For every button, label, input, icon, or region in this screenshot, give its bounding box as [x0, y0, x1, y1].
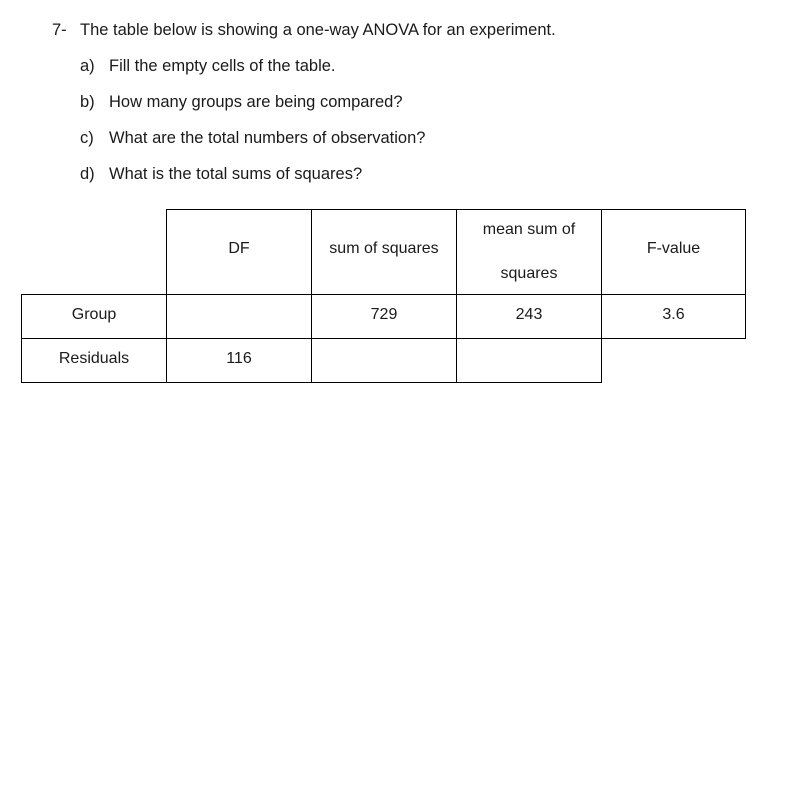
group-ss-cell: 729 [312, 295, 457, 339]
residuals-ms-cell [457, 339, 602, 383]
sub-question-list [80, 55, 425, 199]
sub-question-c [80, 127, 425, 163]
table-row-group [22, 295, 746, 339]
sub-question-letter: b) [80, 93, 95, 111]
sub-question-text: Fill the empty cells of the table. [109, 57, 336, 75]
sub-question-a [80, 55, 425, 91]
header-f-value: F-value [602, 210, 746, 295]
question-number: 7- [52, 21, 67, 39]
question-prompt: The table below is showing a one-way ANOVA for an experiment. [80, 21, 556, 39]
question-stem [52, 19, 556, 41]
sub-question-letter: a) [80, 57, 95, 75]
header-mean-sum-of-squares [457, 210, 602, 295]
anova-table [21, 209, 746, 383]
residuals-ss-cell [312, 339, 457, 383]
sub-question-letter: d) [80, 165, 95, 183]
header-mean-sum-line2: squares [500, 265, 558, 282]
sub-question-text: What is the total sums of squares? [109, 165, 363, 183]
group-df-cell [167, 295, 312, 339]
residuals-f-empty [602, 339, 746, 383]
header-sum-of-squares: sum of squares [312, 210, 457, 295]
row-label-group: Group [22, 295, 167, 339]
sub-question-text: How many groups are being compared? [109, 93, 403, 111]
header-df: DF [167, 210, 312, 295]
anova-header-row [22, 210, 746, 295]
sub-question-d [80, 163, 425, 199]
anova-corner-cell [22, 210, 167, 295]
group-f-cell: 3.6 [602, 295, 746, 339]
sub-question-letter: c) [80, 129, 94, 147]
residuals-df-cell: 116 [167, 339, 312, 383]
header-mean-sum-line1: mean sum of [482, 221, 576, 238]
table-row-residuals [22, 339, 746, 383]
sub-question-text: What are the total numbers of observation? [109, 129, 426, 147]
sub-question-b [80, 91, 425, 127]
row-label-residuals: Residuals [22, 339, 167, 383]
group-ms-cell: 243 [457, 295, 602, 339]
